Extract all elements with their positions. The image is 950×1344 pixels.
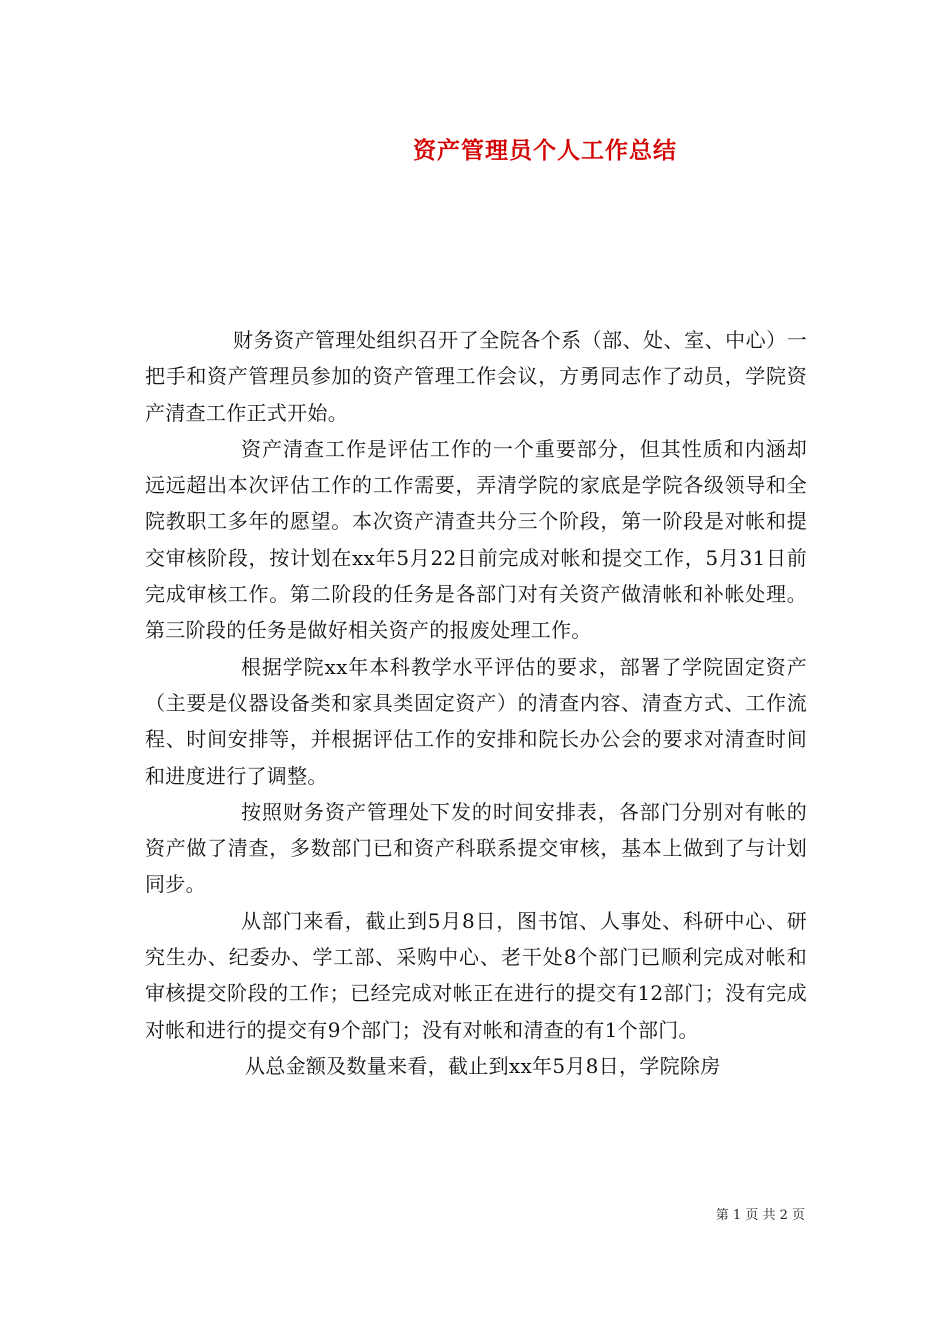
paragraph-1: 财务资产管理处组织召开了全院各个系（部、处、室、中心）一把手和资产管理员参加的资产管理工作会议，方勇同志作了动员，学院资产清查工作正式开始。 — [145, 328, 807, 425]
page-number-footer: 第 1 页 共 2 页 — [715, 1208, 805, 1223]
paragraph-5: 从部门来看，截止到5月8日，图书馆、人事处、科研中心、研究生办、纪委办、学工部、采购中心、老干处8个部门已顺利完成对帐和审核提交阶段的工作；已经完成对帐正在进行的提交有12部门；没有完成对帐和进行的提交有9个部门；没有对帐和清查的有1个部门。 — [145, 908, 807, 1042]
paragraph-3: 根据学院xx年本科教学水平评估的要求，部署了学院固定资产（主要是仪器设备类和家具类固定资产）的清查内容、清查方式、工作流程、时间安排等，并根据评估工作的安排和院长办公会的要求对清查时间和进度进行了调整。 — [145, 654, 807, 788]
paragraph-4: 按照财务资产管理处下发的时间安排表，各部门分别对有帐的资产做了清查，多数部门已和资产科联系提交审核，基本上做到了与计划同步。 — [145, 799, 807, 897]
document-body — [145, 322, 807, 1084]
paragraph-6: 从总金额及数量来看，截止到xx年5月8日，学院除房 — [245, 1053, 721, 1078]
paragraph-2: 资产清查工作是评估工作的一个重要部分，但其性质和内涵却远远超出本次评估工作的工作需要，弄清学院的家底是学院各级领导和全院教职工多年的愿望。本次资产清查共分三个阶段，第一阶段是对帐和提交审核阶段，按计划在xx年5月22日前完成对帐和提交工作，5月31日前完成审核工作。第二阶段的任务是各部门对有关资产做清帐和补帐处理。第三阶段的任务是做好相关资产的报废处理工作。 — [145, 436, 807, 643]
document-title: 资产管理员个人工作总结 — [413, 138, 677, 164]
